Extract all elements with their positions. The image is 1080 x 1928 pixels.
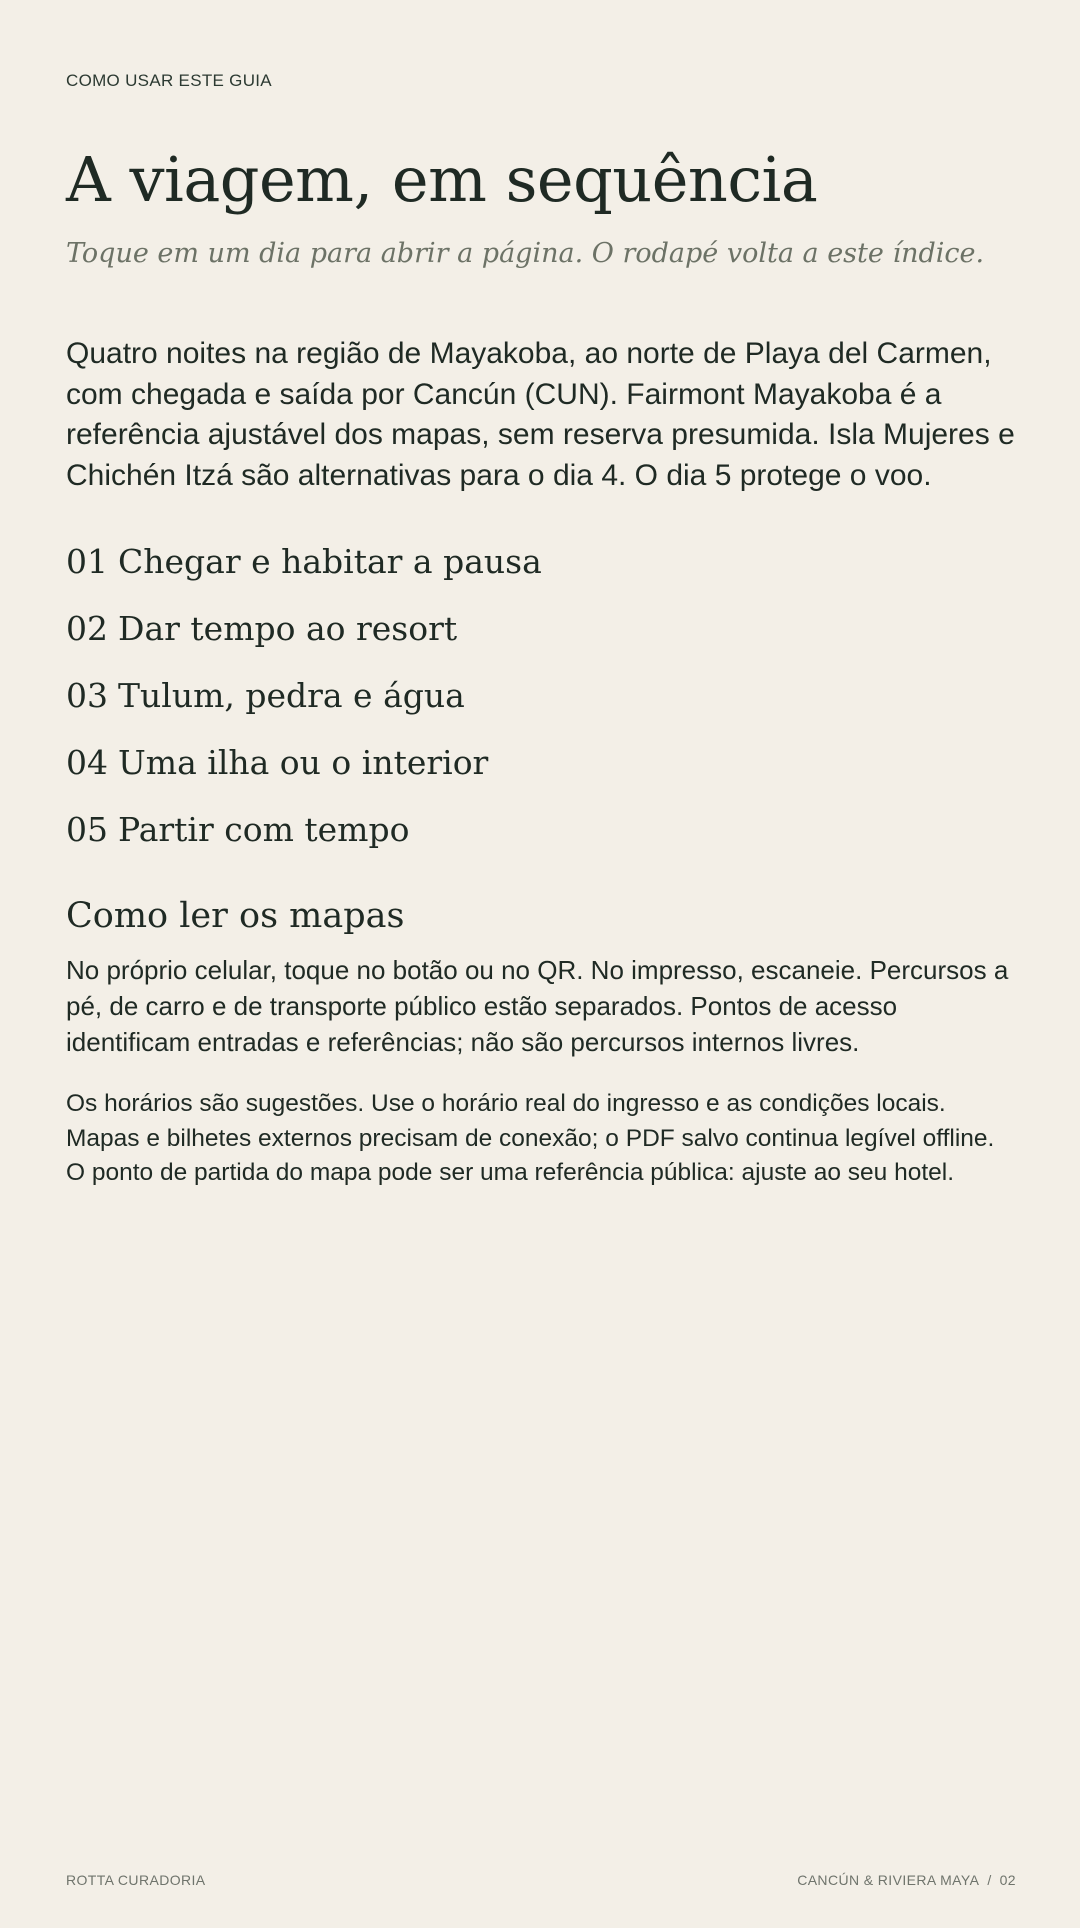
day-link-02[interactable] [66, 595, 542, 662]
footer-page-info[interactable] [797, 1872, 1016, 1888]
guide-page [66, 0, 1016, 1928]
footer-separator: / [987, 1872, 992, 1888]
day-label: Chegar e habitar a pausa [118, 542, 542, 581]
day-index [66, 528, 542, 863]
section-eyebrow: COMO USAR ESTE GUIA [66, 71, 272, 90]
footer-page-number: 02 [999, 1872, 1016, 1888]
page-title: A viagem, em sequência [66, 143, 818, 216]
footer-guide-name: CANCÚN & RIVIERA MAYA [797, 1872, 980, 1888]
day-number: 03 [66, 676, 108, 715]
intro-paragraph: Quatro noites na região de Mayakoba, ao norte de Playa del Carmen, com chegada e saída por Cancún (CUN). Fairmont Mayakoba é a referência ajustável dos mapas, sem reserva presumida. Isla Mujeres e Chichén Itzá são alternativas para o dia 4. O dia 5 protege o voo. [66, 337, 1015, 492]
day-link-05[interactable] [66, 796, 542, 863]
day-link-04[interactable] [66, 729, 542, 796]
day-link-01[interactable] [66, 528, 542, 595]
maps-paragraph-1: No próprio celular, toque no botão ou no QR. No impresso, escaneie. Percursos a pé, de carro e de transporte público estão separados. Pontos de acesso identificam entradas e referências; não são percursos internos livres. [66, 955, 1009, 1057]
page-subtitle: Toque em um dia para abrir a página. O rodapé volta a este índice. [66, 238, 985, 269]
maps-paragraph-2: Os horários são sugestões. Use o horário real do ingresso e as condições locais. Mapas e bilhetes externos precisam de conexão; o PDF salvo continua legível offline. O ponto de partida do mapa pode ser uma referência pública: ajuste ao seu hotel. [66, 1090, 995, 1186]
day-label: Uma ilha ou o interior [118, 743, 489, 782]
day-number: 05 [66, 810, 108, 849]
footer-brand: ROTTA CURADORIA [66, 1872, 206, 1888]
day-link-03[interactable] [66, 662, 542, 729]
day-label: Partir com tempo [118, 810, 410, 849]
day-label: Tulum, pedra e água [118, 676, 465, 715]
day-number: 01 [66, 542, 108, 581]
day-number: 04 [66, 743, 108, 782]
day-number: 02 [66, 609, 108, 648]
maps-section-title: Como ler os mapas [66, 896, 405, 936]
day-label: Dar tempo ao resort [118, 609, 458, 648]
